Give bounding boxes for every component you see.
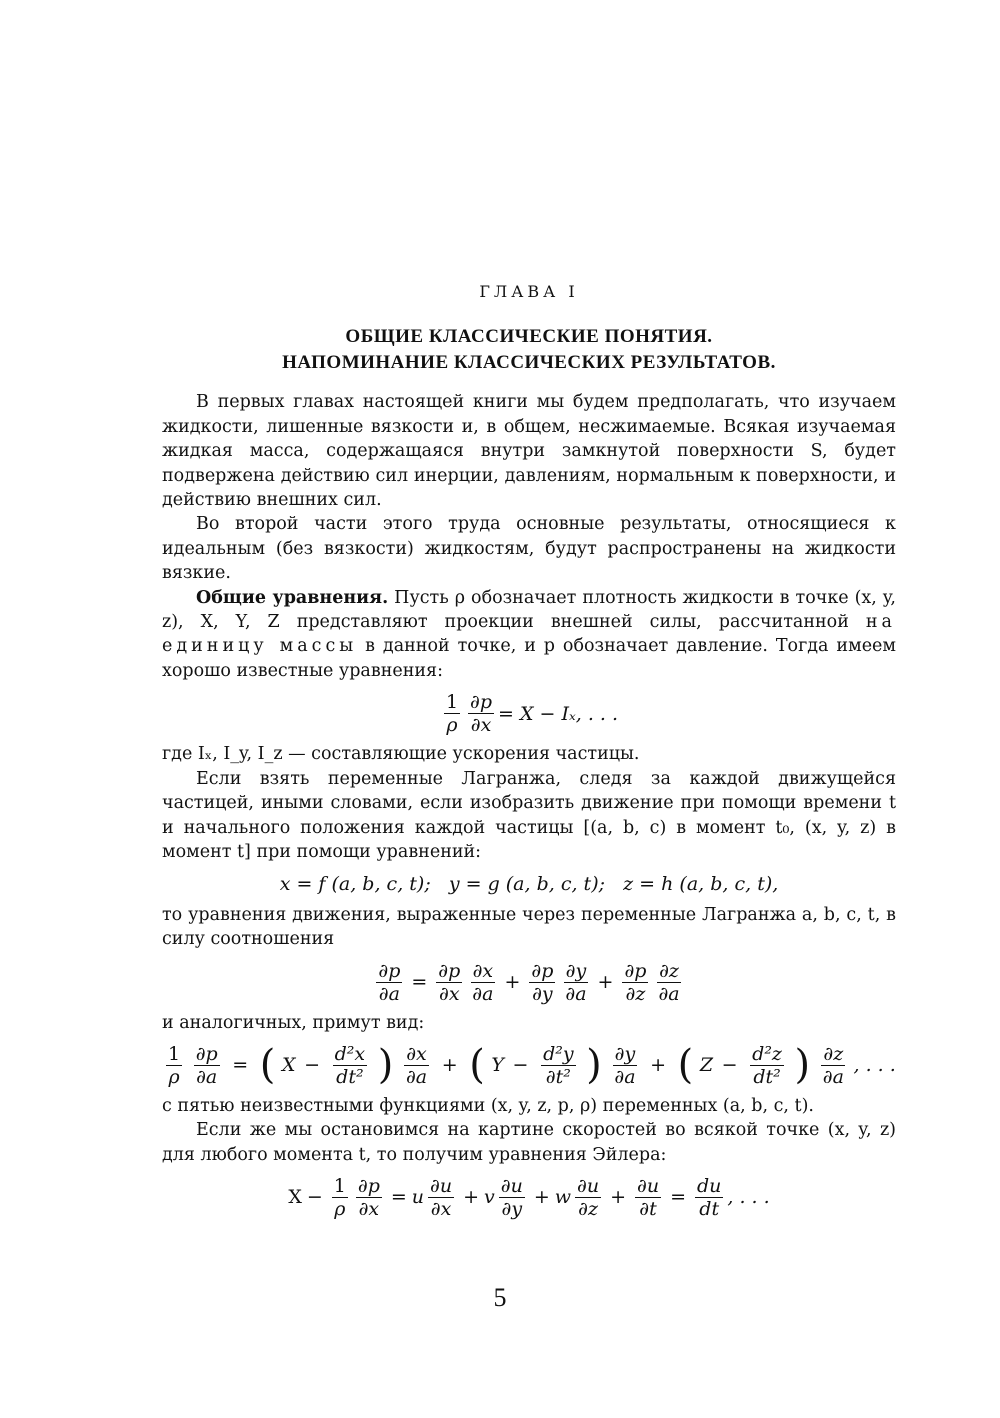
chapter-label: ГЛАВА I [479,282,579,301]
fraction: $\frac{1}{\rho}$ [445,691,459,737]
paragraph-3-text-a: Пусть ρ обозначает плотность жидкости в точке (x, y, z), X, Y, Z представляют проекции внешней силы, рассчитанной [162,587,896,633]
paragraph-3 [162,586,896,684]
chapter-title-line-1: ОБЩИЕ КЛАССИЧЕСКИЕ ПОНЯТИЯ. [345,326,713,348]
section-lead: Общие уравнения. [196,587,389,608]
paragraph-3-spaced: на единицу массы [162,612,896,657]
fraction: $\frac{\partial p}{\partial x}$ [470,691,493,737]
page-number: 5 [493,1283,507,1312]
paragraph-9: Если же мы остановимся на картине скоростей во всякой точке (x, y, z) для любого момента t, то получим уравнения Эйлера: [162,1120,896,1165]
paragraph-8: с пятью неизвестными функциями (x, y, z, p, ρ) переменных (a, b, c, t). [162,1095,814,1116]
equation-2: x = f (a, b, c, t); y = g (a, b, c, t); z = h (a, b, c, t), [279,873,779,896]
paragraph-3-text-b: в данной точке, и p обозначает давление. Тогда имеем хорошо известные уравнения: [162,636,897,681]
paragraph-2: Во второй части этого труда основные результаты, относящиеся к идеальным (без вязкости) жидкостям, будут распространены на жидкости вязкие. [162,514,896,584]
paragraph-4: где Iₓ, I_y, I_z — составляющие ускорения частицы. [162,744,640,765]
equation-1-rhs: = X − Iₓ, . . . [498,702,619,725]
chapter-title-line-2: НАПОМИНАНИЕ КЛАССИЧЕСКИХ РЕЗУЛЬТАТОВ. [282,352,776,374]
equation-4: $\frac{1}{\rho}$ $\frac{\partial p}{\partial a}$ = ( X − $\frac{\text{d²x}}{\text{dt²}}$ ) $\frac{\partial x}{\partial a}$ + ( Y − $\frac{\text{d²y}}{\text{∂t²}}$ ) $\frac{\partial y}{\partial a}$ + ( Z − $\frac{\text{d²z}}{\text{dt²}}$ ) $\frac{\partial z}{\partial a}$ , . . . [168,1042,896,1089]
paragraph-1: В первых главах настоящей книги мы будем предполагать, что изучаем жидкости, лишенные вязкости и, в общем, несжимаемые. Всякая изучаемая жидкая масса, содержащаяся внутри замкнутой поверхности S, будет подвержена действию сил инерции, давлениям, нормальным к поверхности, и действию внешних сил. [162,392,896,511]
equation-5: X − $\frac{1}{\rho}$ $\frac{\partial p}{\partial x}$ = u $\frac{\partial u}{\partial x}$ + v $\frac{\partial u}{\partial y}$ + w $\frac{\partial u}{\partial z}$ + $\frac{\partial u}{\partial t}$ = $\frac{du}{dt}$ , . . . [288,1175,770,1221]
paragraph-5: Если взять переменные Лагранжа, следя за каждой движущейся частицей, иными словами, если изобразить движение при помощи времени t и начального положения каждой частицы [(a, b, c) в момент t₀, (x, y, z) в момент t] при помощи уравнений: [162,768,896,862]
paragraph-6: то уравнения движения, выраженные через переменные Лагранжа a, b, c, t, в силу соотношения [162,904,896,950]
chapter-title [162,324,896,376]
paragraph-7: и аналогичных, примут вид: [162,1012,425,1033]
page-body [162,280,896,1226]
equation-1 [162,691,896,736]
equation-3: $\frac{\partial p}{\partial a}$ = $\frac{\partial p}{\partial x}$ $\frac{\partial x}{\partial a}$ + $\frac{\partial p}{\partial y}$ $\frac{\partial y}{\partial a}$ + $\frac{\partial p}{\partial z}$ $\frac{\partial z}{\partial a}$ [378,959,680,1005]
